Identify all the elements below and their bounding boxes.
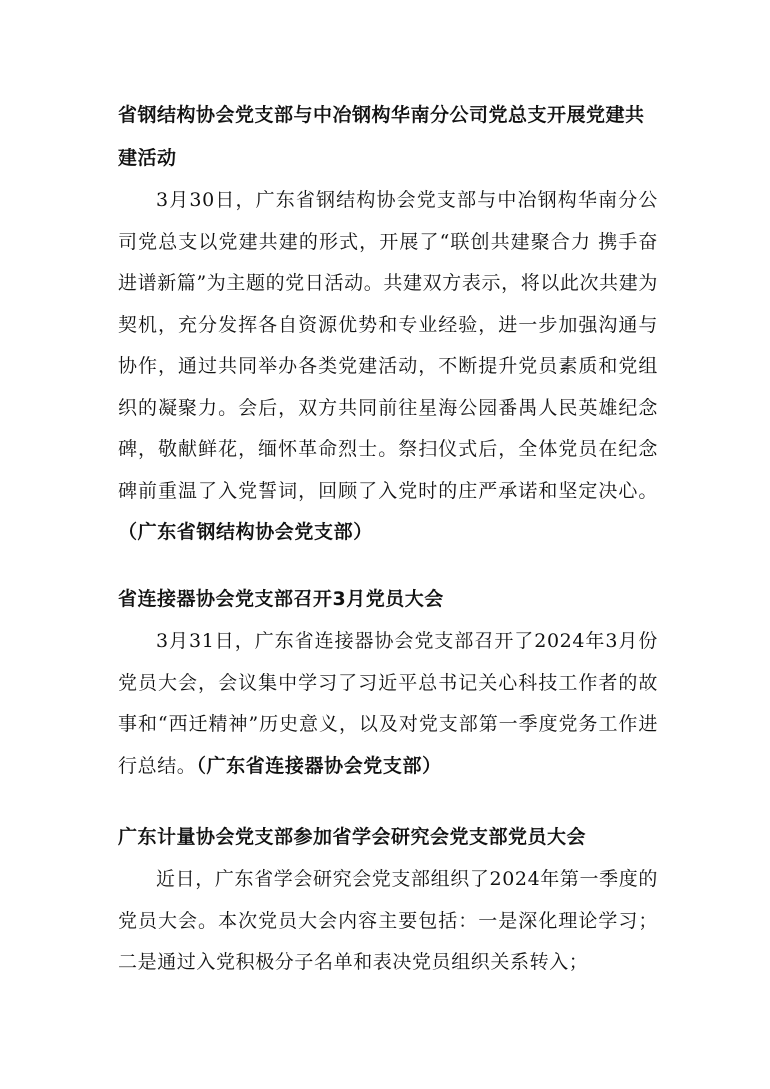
news-source: （广东省钢结构协会党支部） — [118, 521, 373, 543]
news-body — [118, 859, 658, 984]
news-title: 广东计量协会党支部参加省学会研究会党支部党员大会 — [118, 826, 587, 848]
news-body — [118, 621, 658, 787]
news-item-connector — [118, 578, 658, 787]
news-title: 省连接器协会党支部召开3月党员大会 — [118, 588, 444, 610]
news-title: 省钢结构协会党支部与中冶钢构华南分公司党总支开展党建共建活动 — [118, 104, 645, 169]
news-body — [118, 180, 658, 554]
news-source: （广东省连接器协会党支部） — [196, 754, 442, 777]
news-body-text: 3月30日，广东省钢结构协会党支部与中冶钢构华南分公司党总支以党建共建的形式，开展了“联创共建聚合力 携手奋进谱新篇”为主题的党日活动。共建双方表示，将以此次共建为契机，充分发挥各自资源优势和专业经验，进一步加强沟通与协作，通过共同举办各类党建活动，不断提升党员素质和党组织的凝聚力。会后，双方共同前往星海公园番禺人民英雄纪念碑，敬献鲜花，缅怀革命烈士。祭扫仪式后，全体党员在纪念碑前重温了入党誓词，回顾了入党时的庄严承诺和坚定决心。 — [118, 189, 658, 502]
news-body-text: 3月31日，广东省连接器协会党支部召开了2024年3月份党员大会，会议集中学习了习近平总书记关心科技工作者的故事和“西迁精神”历史意义，以及对党支部第一季度党务工作进行总结。 — [118, 630, 658, 777]
news-body-text: 近日，广东省学会研究会党支部组织了2024年第一季度的党员大会。本次党员大会内容主要包括：一是深化理论学习；二是通过入党积极分子名单和表决党员组织关系转入； — [118, 868, 658, 973]
news-item-metrology — [118, 816, 658, 984]
news-item-steel-structure — [118, 94, 658, 554]
